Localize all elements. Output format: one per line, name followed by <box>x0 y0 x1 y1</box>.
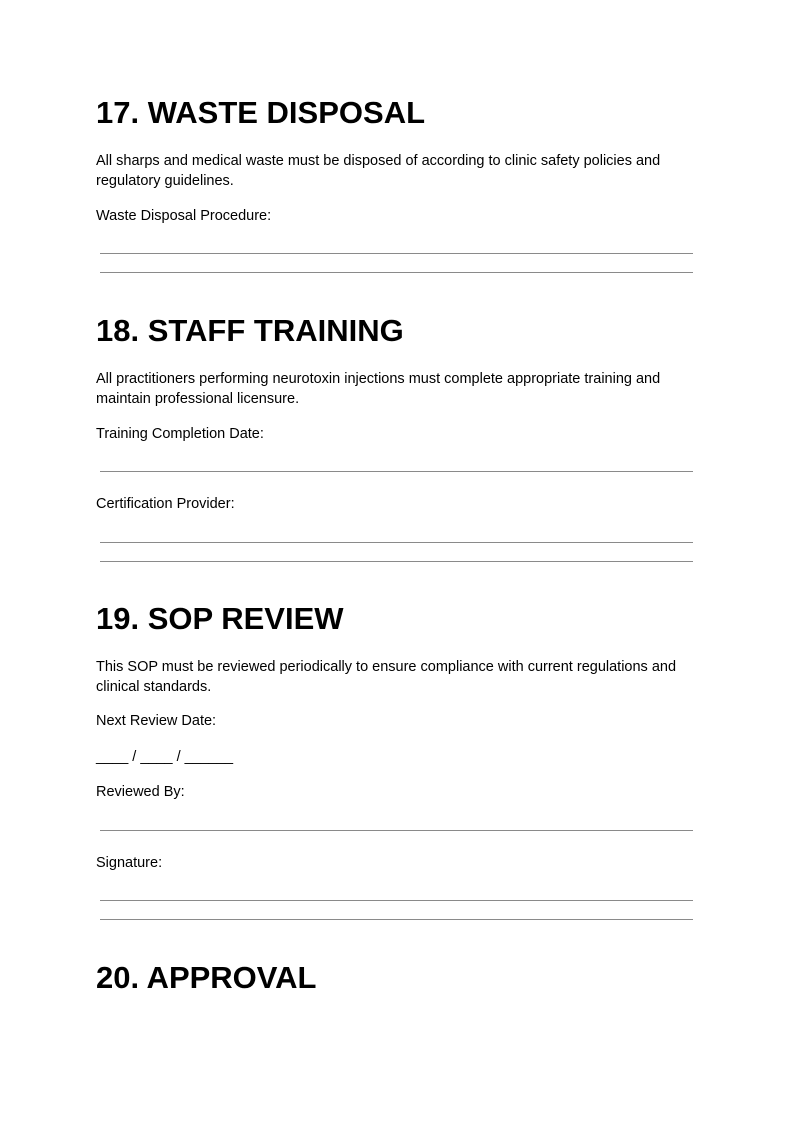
section-heading-sop-review: 19. SOP REVIEW <box>96 601 344 636</box>
sop-review-description: This SOP must be reviewed periodically to ensure compliance with current regulations and clinical standards. <box>96 659 677 695</box>
signature-line-1[interactable] <box>100 900 693 901</box>
staff-training-description: All practitioners performing neurotoxin injections must complete appropriate training and maintain professional licensure. <box>96 371 661 407</box>
training-completion-date-line[interactable] <box>100 471 693 472</box>
signature-label: Signature: <box>96 855 163 871</box>
certification-provider-line-2[interactable] <box>100 561 693 562</box>
waste-disposal-description: All sharps and medical waste must be disposed of according to clinic safety policies and regulatory guidelines. <box>96 153 661 189</box>
waste-disposal-procedure-line-1[interactable] <box>100 253 693 254</box>
next-review-date-blank[interactable]: ____ / ____ / ______ <box>96 749 234 765</box>
section-heading-staff-training: 18. STAFF TRAINING <box>96 313 404 348</box>
certification-provider-label: Certification Provider: <box>96 496 235 512</box>
reviewed-by-line[interactable] <box>100 830 693 831</box>
training-completion-date-label: Training Completion Date: <box>96 426 264 442</box>
section-heading-waste-disposal: 17. WASTE DISPOSAL <box>96 95 426 130</box>
section-heading-approval: 20. APPROVAL <box>96 960 317 995</box>
waste-disposal-procedure-line-2[interactable] <box>100 272 693 273</box>
certification-provider-line-1[interactable] <box>100 542 693 543</box>
signature-line-2[interactable] <box>100 919 693 920</box>
next-review-date-label: Next Review Date: <box>96 713 217 729</box>
reviewed-by-label: Reviewed By: <box>96 784 185 800</box>
waste-disposal-procedure-label: Waste Disposal Procedure: <box>96 208 272 224</box>
